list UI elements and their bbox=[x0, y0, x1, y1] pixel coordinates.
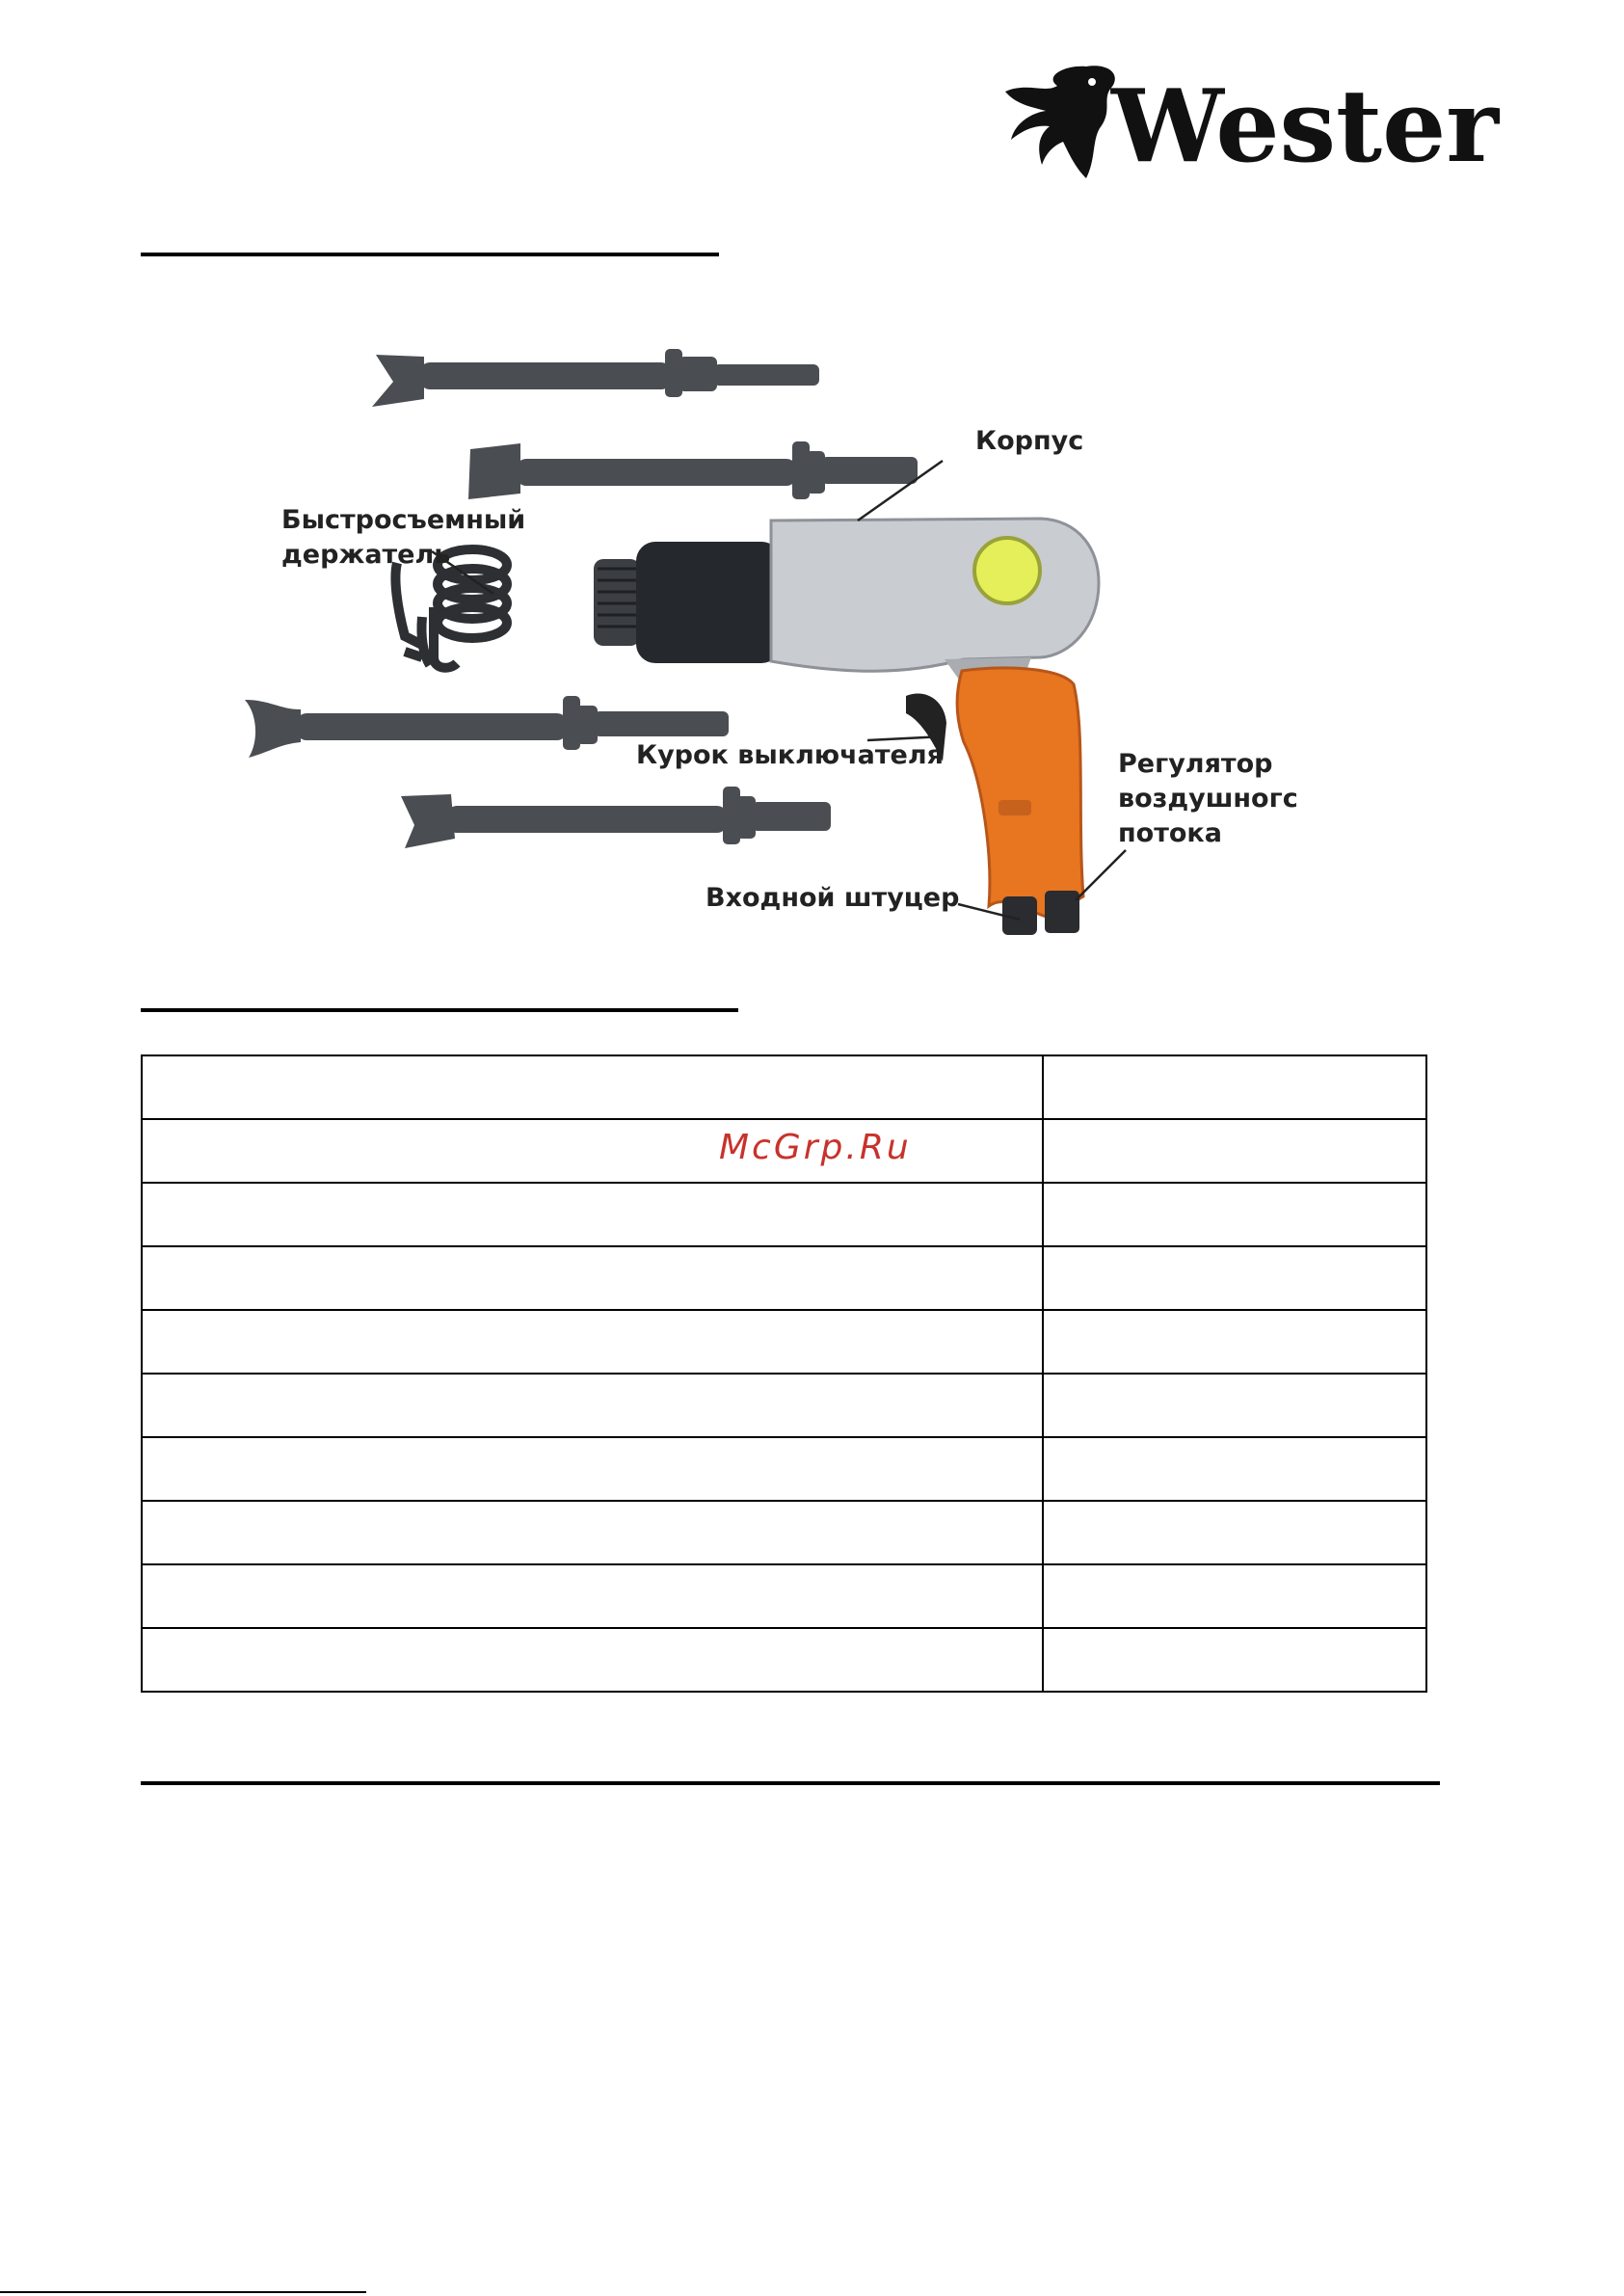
spec-value-cell bbox=[1043, 1564, 1426, 1628]
table-row bbox=[142, 1501, 1426, 1564]
spec-value-cell bbox=[1043, 1119, 1426, 1183]
spec-value-cell bbox=[1043, 1246, 1426, 1310]
callout-holder-line1: Быстросъемный bbox=[281, 505, 526, 535]
section-rule-1 bbox=[141, 253, 719, 256]
spec-name-cell bbox=[142, 1628, 1043, 1692]
table-row bbox=[142, 1564, 1426, 1628]
spec-name-cell bbox=[142, 1310, 1043, 1374]
spec-value-cell bbox=[1043, 1628, 1426, 1692]
wester-logo bbox=[998, 53, 1500, 193]
table-row bbox=[142, 1628, 1426, 1692]
section-rule-2 bbox=[141, 1008, 738, 1012]
section-rule-3 bbox=[141, 1781, 1440, 1785]
spec-value-cell bbox=[1043, 1437, 1426, 1501]
callout-trigger: Курок выключателя bbox=[636, 740, 944, 770]
callout-inlet: Входной штуцер bbox=[706, 883, 960, 913]
callout-regulator-line3: потока bbox=[1118, 818, 1222, 848]
spec-value-cell bbox=[1043, 1183, 1426, 1246]
chisel-1 bbox=[372, 349, 819, 407]
spec-name-cell bbox=[142, 1437, 1043, 1501]
spec-name-cell bbox=[142, 1564, 1043, 1628]
eagle-head-icon bbox=[1005, 66, 1115, 178]
spec-name-cell bbox=[142, 1055, 1043, 1119]
footer-rule bbox=[0, 2291, 366, 2293]
table-row bbox=[142, 1246, 1426, 1310]
spec-name-cell bbox=[142, 1183, 1043, 1246]
spec-value-cell bbox=[1043, 1374, 1426, 1437]
chisel-2 bbox=[468, 441, 918, 499]
watermark: McGrp.Ru bbox=[719, 1128, 912, 1167]
table-row bbox=[142, 1374, 1426, 1437]
spec-name-cell bbox=[142, 1374, 1043, 1437]
table-row bbox=[142, 1437, 1426, 1501]
callout-holder-line2: держатель bbox=[281, 540, 451, 570]
callout-body: Корпус bbox=[975, 426, 1084, 456]
spec-value-cell bbox=[1043, 1310, 1426, 1374]
spec-name-cell bbox=[142, 1246, 1043, 1310]
chisel-4 bbox=[401, 787, 831, 848]
logo-wordmark: Wester bbox=[1111, 67, 1500, 185]
table-row bbox=[142, 1183, 1426, 1246]
spec-name-cell bbox=[142, 1501, 1043, 1564]
callout-regulator-line2: воздушногс bbox=[1118, 784, 1298, 814]
spec-value-cell bbox=[1043, 1055, 1426, 1119]
air-hammer-figure bbox=[231, 318, 1301, 954]
callout-regulator-line1: Регулятор bbox=[1118, 749, 1273, 779]
table-row bbox=[142, 1055, 1426, 1119]
table-row bbox=[142, 1310, 1426, 1374]
spec-value-cell bbox=[1043, 1501, 1426, 1564]
